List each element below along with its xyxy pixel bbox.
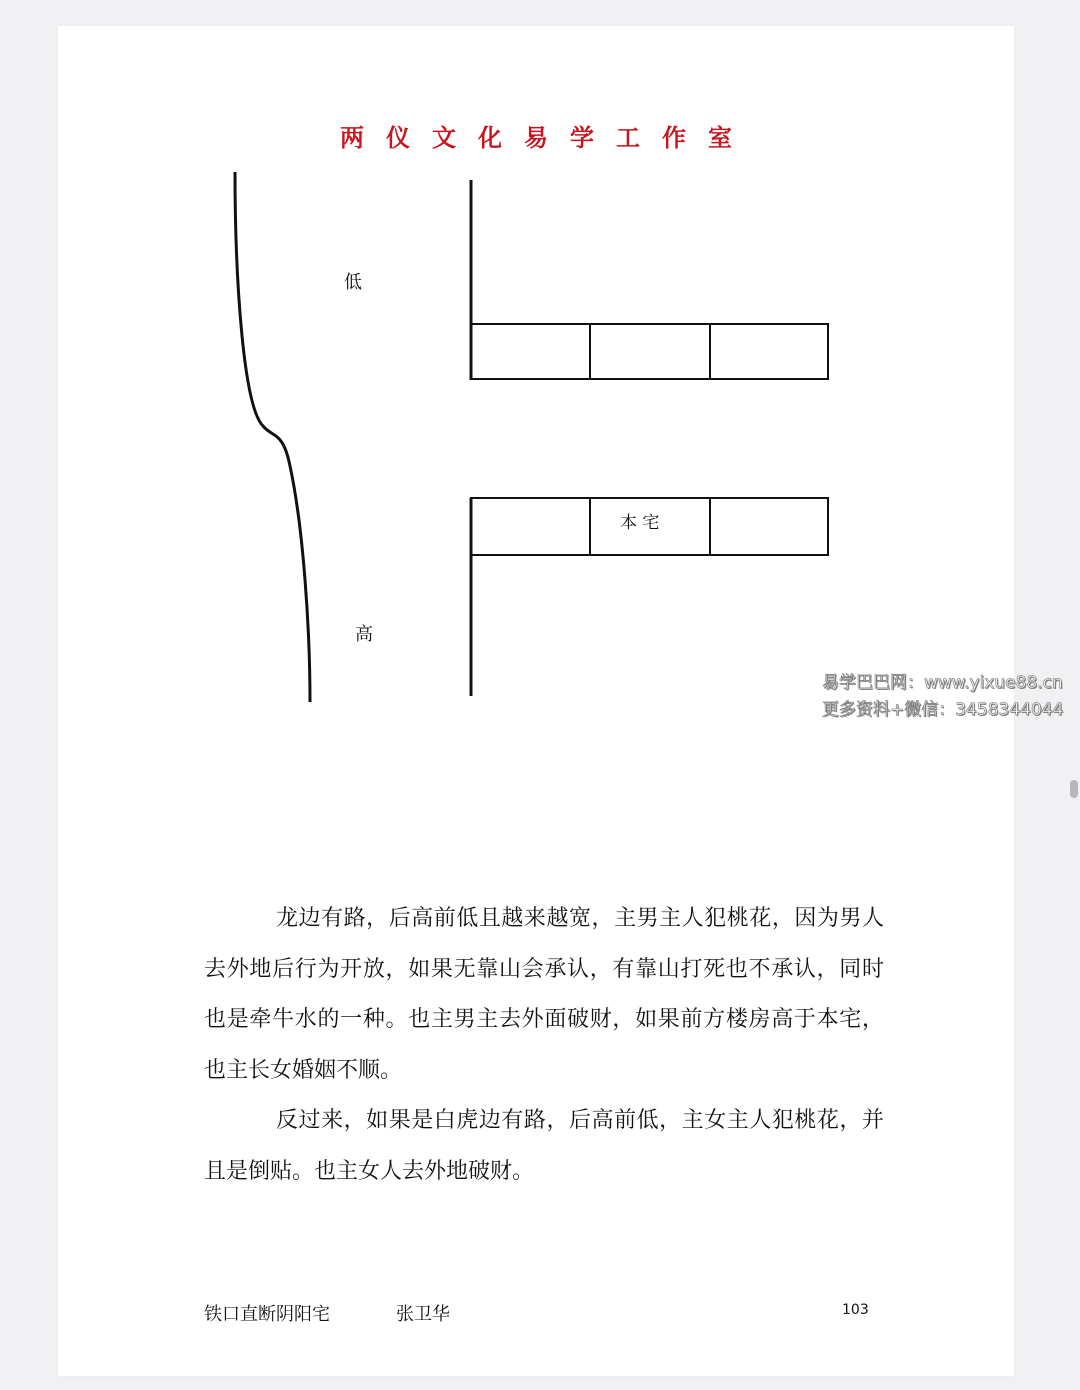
footer-book-title: 铁口直断阴阳宅 (204, 1304, 330, 1325)
paragraph-1: 龙边有路，后高前低且越来越宽，主男主人犯桃花，因为男人去外地后行为开放，如果无靠山会承认，有靠山打死也不承认，同时也是牵牛水的一种。也主男主去外面破财，如果前方楼房高于本宅，也主长女婚姻不顺。 (204, 906, 884, 1083)
upper-building-row (471, 324, 828, 379)
footer-page-number: 103 (842, 1302, 869, 1318)
paragraph-2: 反过来，如果是白虎边有路，后高前低，主女主人犯桃花，并且是倒贴。也主女人去外地破财。 (204, 1108, 884, 1184)
watermark (822, 670, 1063, 724)
page-header-title: 两仪文化易学工作室 (340, 123, 754, 152)
label-high: 高 (355, 624, 373, 645)
body-text (204, 894, 884, 1197)
road-curve (235, 172, 310, 702)
watermark-line-2: 更多资料+微信：3458344044 (822, 700, 1064, 720)
footer-author: 张卫华 (396, 1304, 450, 1325)
watermark-line-1: 易学巴巴网：www.yixue88.cn (822, 673, 1063, 693)
label-low: 低 (344, 272, 362, 293)
house-road-diagram (58, 26, 1014, 726)
house-label: 本 宅 (620, 513, 660, 533)
scrollbar-handle[interactable] (1070, 780, 1078, 798)
